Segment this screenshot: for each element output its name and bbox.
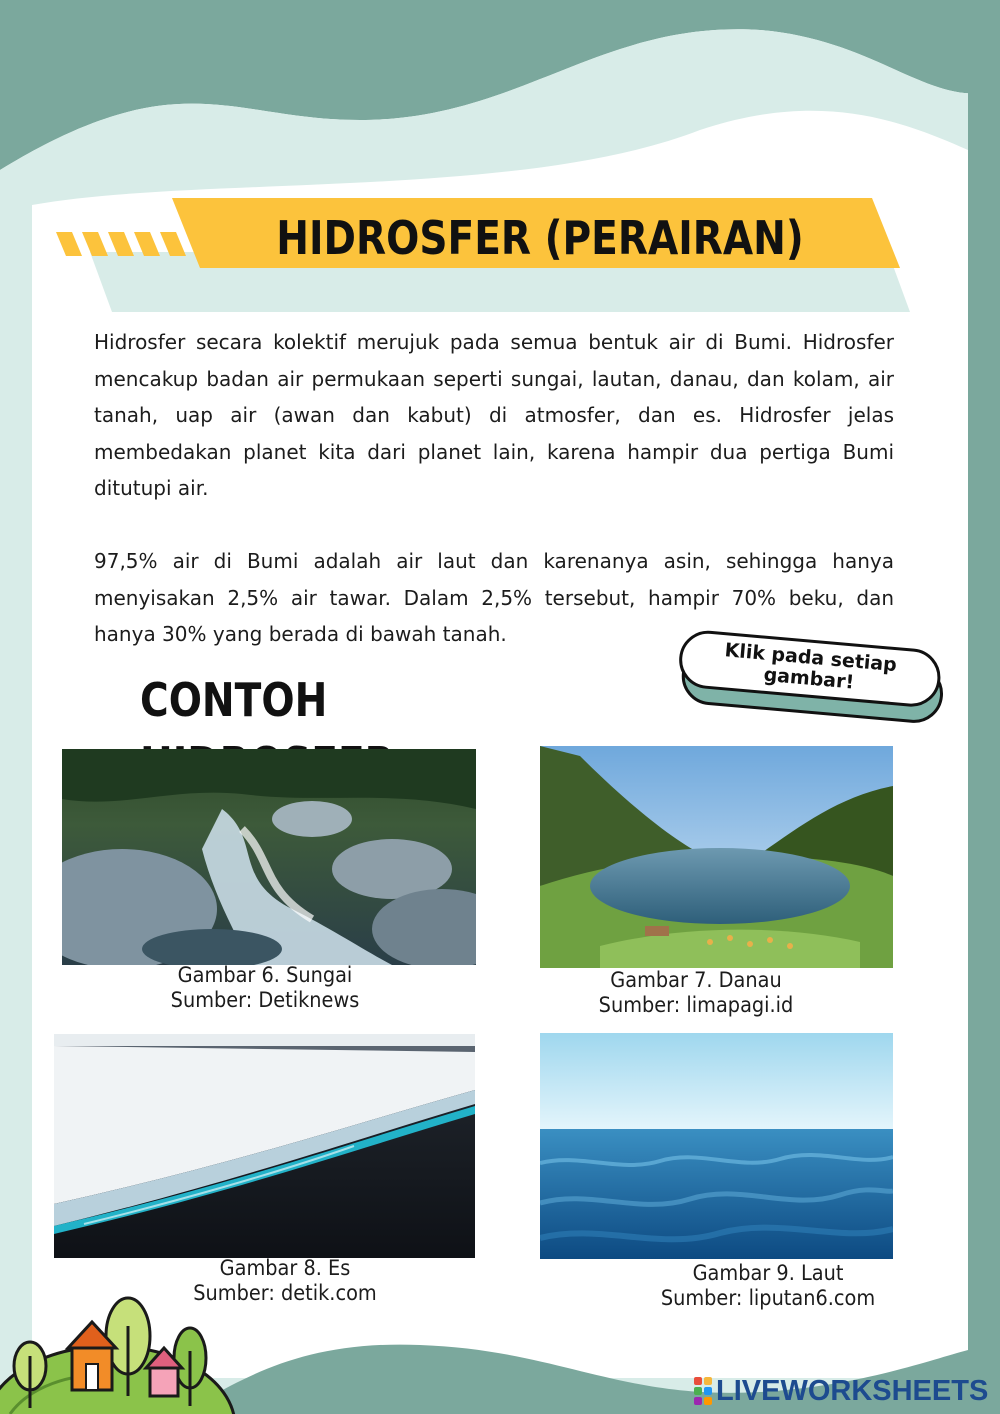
caption-source: Sumber: liputan6.com (660, 1286, 876, 1310)
caption-source: Sumber: Detiknews (170, 988, 360, 1012)
river-photo[interactable] (62, 749, 476, 965)
intro-paragraph-1: Hidrosfer secara kolektif merujuk pada semua bentuk air di Bumi. Hidrosfer mencakup badan air permukaan seperti sungai, lautan, danau, dan kolam, air tanah, uap air (awan dan kabut) di atmosfer, dan es. Hidrosfer jelas membedakan planet kita dari planet lain, karena hampir dua pertiga Bumi ditutupi air. (94, 330, 894, 500)
ice-photo[interactable] (54, 1034, 475, 1258)
hint-text: Klik pada setiap gambar! (723, 639, 898, 694)
section-title: CONTOH (140, 673, 328, 727)
caption-source: Sumber: limapagi.id (598, 993, 794, 1017)
caption-river (78, 963, 452, 1013)
page-title: HIDROSFER (PERAIRAN) (276, 211, 804, 265)
lake-photo[interactable] (540, 746, 893, 968)
caption-title: Gambar 6. Sungai (177, 963, 353, 987)
brand-text: LIVEWORKSHEETS (716, 1374, 989, 1407)
caption-title: Gambar 8. Es (219, 1256, 351, 1280)
caption-title: Gambar 9. Laut (692, 1261, 844, 1285)
liveworksheets-logo (694, 1373, 988, 1409)
village-hill-icon (0, 1296, 240, 1414)
caption-lake (552, 968, 839, 1018)
caption-title: Gambar 7. Danau (610, 968, 782, 992)
intro-paragraph-2: 97,5% air di Bumi adalah air laut dan karenanya asin, sehingga hanya menyisakan 2,5% air tawar. Dalam 2,5% tersebut, hampir 70% beku, dan hanya 30% yang berada di bawah tanah. (94, 549, 894, 646)
caption-source: Sumber: detik.com (193, 1281, 377, 1305)
sea-photo[interactable] (540, 1033, 893, 1259)
brand-mark-icon (694, 1377, 712, 1405)
caption-sea (650, 1261, 886, 1311)
caption-ice (96, 1256, 473, 1306)
